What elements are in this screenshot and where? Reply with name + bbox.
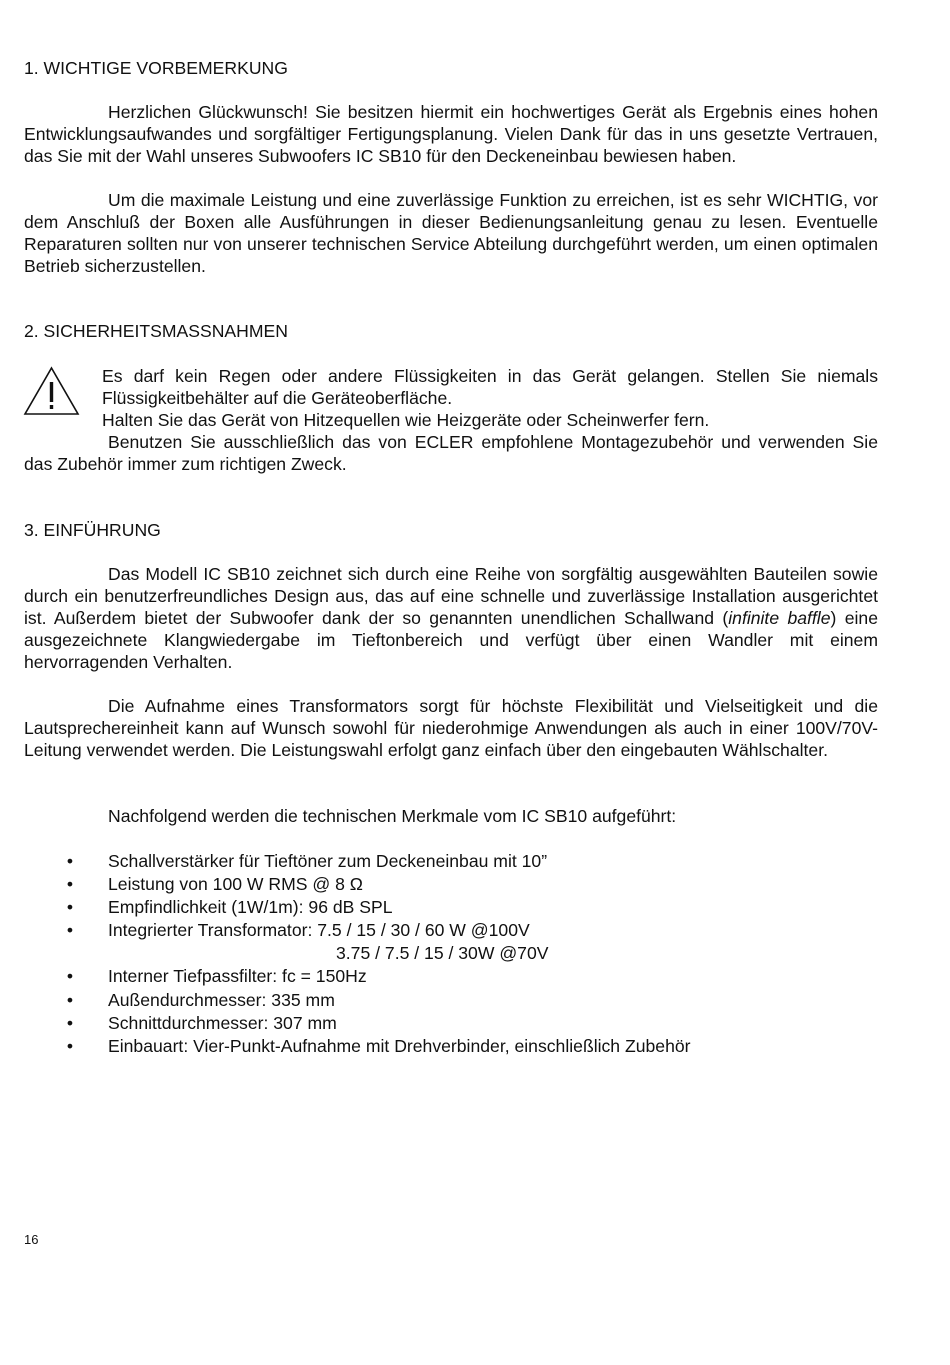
bullet-icon: • xyxy=(66,851,74,871)
bullet-icon: • xyxy=(66,989,74,1010)
bullet-icon: • xyxy=(66,897,74,918)
section-heading-wichtige-vorbemerkung: 1. WICHTIGE VORBEMERKUNG xyxy=(24,58,288,78)
bullet-icon: • xyxy=(66,1035,74,1056)
page-number: 16 xyxy=(24,1232,39,1247)
warning-liquids-text: Es darf kein Regen oder andere Flüssigkeiten in das Gerät gelangen. Stellen Sie niemals Flüssigkeitbehälter auf die Geräteoberfläche. xyxy=(102,366,878,408)
features-intro-text: Nachfolgend werden die technischen Merkmale vom IC SB10 aufgeführt: xyxy=(108,806,677,826)
model-description-paragraph: Das Modell IC SB10 zeichnet sich durch eine Reihe von sorgfältig ausgewählten Bauteilen sowie durch ein benutzerfreundliches Design aus, das auf eine schnelle und zuverlässige Installation ausgerichtet ist. Außerdem bietet der Subwoofer dank der so genannten unendlichen Schallwand (infinite baffle) eine ausgezeichnete Klangwiedergabe im Tieftonbereich und verfügt über einen Wandler mit einem hervorragenden Verhalten. xyxy=(24,564,878,672)
section-heading-einfuehrung: 3. EINFÜHRUNG xyxy=(24,520,161,540)
warning-triangle-icon xyxy=(23,366,80,416)
transformer-paragraph: Die Aufnahme eines Transformators sorgt für höchste Flexibilität und Vielseitigkeit und die Lautsprechereinheit kann auf Wunsch sowohl für niederohmige Anwendungen als auch in einer 100V/70V-Leitung verwendet werden. Die Leistungswahl erfolgt ganz einfach über den eingebauten Wählschalter. xyxy=(24,696,878,760)
bullet-icon: • xyxy=(66,920,74,941)
infinite-baffle-term: infinite baffle xyxy=(728,608,831,628)
accessories-paragraph: Benutzen Sie ausschließlich das von ECLER empfohlene Montagezubehör und verwenden Sie das Zubehör immer zum richtigen Zweck. xyxy=(24,432,878,474)
important-paragraph: Um die maximale Leistung und eine zuverlässige Funktion zu erreichen, ist es sehr WICHTIG, vor dem Anschluß der Boxen alle Ausführungen in dieser Bedienungsanleitung genau zu lesen. Eventuelle Reparaturen sollten nur von unserer technischen Service Abteilung durchgeführt werden, um einen optimalen Betrieb sicherzustellen. xyxy=(24,190,878,276)
section-heading-sicherheitsmassnahmen: 2. SICHERHEITSMASSNAHMEN xyxy=(24,321,288,341)
warning-heat-text: Halten Sie das Gerät von Hitzequellen wie Heizgeräte oder Scheinwerfer fern. xyxy=(102,410,710,430)
intro-paragraph: Herzlichen Glückwunsch! Sie besitzen hiermit ein hochwertiges Gerät als Ergebnis eines hohen Entwicklungsaufwandes und sorgfältiger Fertigungsplanung. Vielen Dank für das in uns gesetzte Vertrauen, das Sie mit der Wahl unseres Subwoofers IC SB10 für den Deckeneinbau bewiesen haben. xyxy=(24,102,878,166)
bullet-icon: • xyxy=(66,966,74,987)
bullet-icon: • xyxy=(66,1012,74,1033)
bullet-icon: • xyxy=(66,874,74,895)
